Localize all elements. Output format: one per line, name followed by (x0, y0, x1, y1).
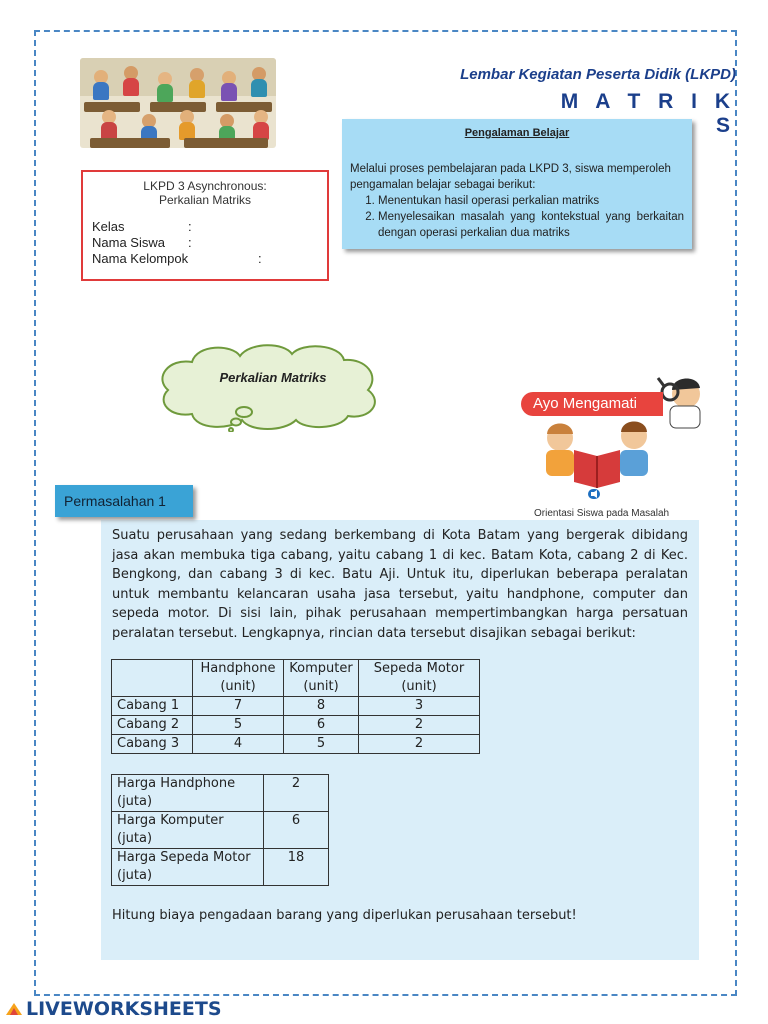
list-item: 2. Menyelesaikan masalah yang kontekstual yang berkaitan dengan operasi perkalian dua matriks (378, 209, 684, 241)
table-cell: Harga Komputer (juta) (112, 812, 264, 849)
audio-speaker-icon[interactable] (588, 489, 600, 499)
table-cell: 5 (284, 735, 359, 754)
table-row (112, 697, 480, 716)
field-kelas[interactable] (92, 219, 327, 235)
table-cell: 8 (284, 697, 359, 716)
table-cell: 18 (264, 849, 329, 886)
table-header-cell: Sepeda Motor (unit) (359, 660, 480, 697)
ayo-mengamati-banner: Ayo Mengamati (521, 392, 663, 416)
price-table (111, 774, 329, 886)
page-title: Lembar Kegiatan Peserta Didik (LKPD) (460, 66, 736, 83)
liveworksheets-logo[interactable] (4, 998, 222, 1020)
problem-tab: Permasalahan 1 (55, 485, 193, 517)
learning-experience-intro: Melalui proses pembelajaran pada LKPD 3, siswa memperoleh pengamalan belajar sebagai berikut: (350, 163, 671, 191)
field-label: Nama Siswa (92, 235, 165, 250)
field-nama-siswa[interactable] (92, 235, 327, 251)
orientation-caption: Orientasi Siswa pada Masalah (534, 508, 670, 519)
field-separator: : (188, 235, 192, 250)
problem-question: Hitung biaya pengadaan barang yang diperlukan perusahaan tersebut! (112, 908, 577, 923)
table-cell: 2 (359, 716, 480, 735)
problem-text: Suatu perusahaan yang sedang berkembang di Kota Batam yang bergerak dibidang jasa akan membuka tiga cabang, yaitu cabang 1 di kec. Batam Kota, cabang 2 di Kec. Bengkong, dan cabang 3 di kec. Batu Aji. Untuk itu, diperlukan beberapa peralatan untuk membantu kelancaran usaha jasa tersebut, yaitu handphone, computer dan sepeda motor. Di sisi lain, pihak perusahaan mempertimbangkan harga persatuan peralatan tersebut. Lengkapnya, rincian data tersebut disajikan sebagai berikut: (112, 528, 688, 641)
field-separator: : (188, 219, 192, 234)
learning-experience-title: Pengalaman Belajar (464, 127, 570, 139)
table-header-cell: Handphone (unit) (193, 660, 284, 697)
table-header-cell: Komputer (unit) (284, 660, 359, 697)
table-cell: 2 (359, 735, 480, 754)
field-nama-kelompok[interactable] (92, 251, 327, 267)
learning-experience-list (342, 193, 692, 241)
field-label: Kelas (92, 219, 125, 234)
table-cell: 2 (264, 775, 329, 812)
units-table (111, 659, 480, 754)
table-row (112, 716, 480, 735)
liveworksheets-logo-icon (4, 999, 24, 1019)
table-header-row (112, 660, 480, 697)
cloud-label: Perkalian Matriks (219, 370, 327, 385)
table-row (112, 812, 329, 849)
table-cell: Harga Handphone (juta) (112, 775, 264, 812)
table-cell: Harga Sepeda Motor (juta) (112, 849, 264, 886)
classroom-illustration (80, 58, 276, 148)
table-cell: 6 (264, 812, 329, 849)
table-cell: 5 (193, 716, 284, 735)
list-item: 1. Menentukan hasil operasi perkalian matriks (378, 193, 684, 209)
lkpd-topic: Perkalian Matriks (158, 193, 252, 207)
table-cell: Cabang 1 (112, 697, 193, 716)
learning-experience-box (342, 119, 692, 249)
lkpd-label: LKPD 3 Asynchronous: (143, 179, 267, 193)
table-cell: 7 (193, 697, 284, 716)
thought-cloud (152, 342, 388, 432)
table-cell: 6 (284, 716, 359, 735)
page-subtitle: M A T R I K S (560, 90, 736, 137)
table-cell: Cabang 2 (112, 716, 193, 735)
student-info-box (81, 170, 329, 281)
field-separator: : (258, 251, 262, 266)
table-cell: Cabang 3 (112, 735, 193, 754)
liveworksheets-brand: LIVEWORKSHEETS (26, 998, 222, 1020)
field-label: Nama Kelompok (92, 251, 189, 266)
table-row (112, 775, 329, 812)
table-header-cell (112, 660, 193, 697)
table-cell: 4 (193, 735, 284, 754)
problem-panel (101, 520, 699, 960)
table-row (112, 735, 480, 754)
table-row (112, 849, 329, 886)
table-cell: 3 (359, 697, 480, 716)
